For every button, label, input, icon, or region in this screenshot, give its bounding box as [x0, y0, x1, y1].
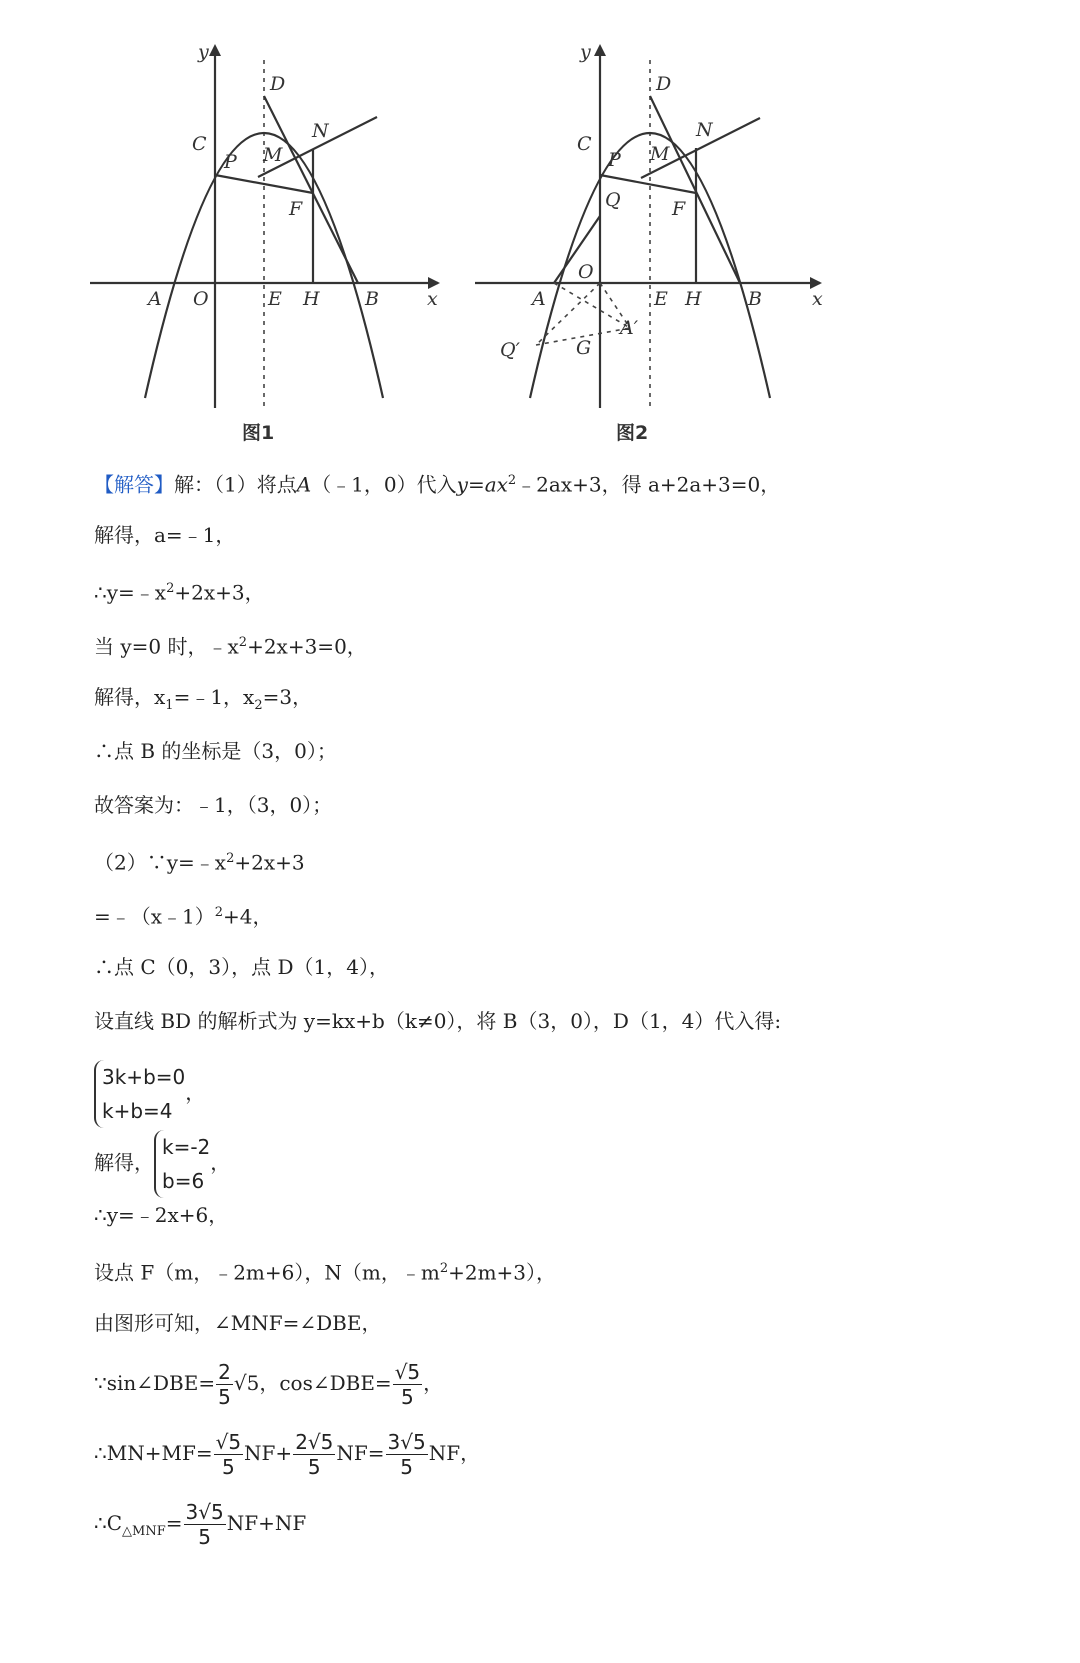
- label-y: y: [580, 41, 591, 63]
- text: +2x+3=0，: [247, 634, 367, 659]
- label-A: A: [532, 288, 546, 310]
- label-F: F: [289, 198, 303, 220]
- label-G: G: [576, 337, 592, 359]
- text: ，: [210, 1150, 231, 1175]
- solution-line-8: [94, 844, 1034, 898]
- denominator: 5: [221, 1455, 235, 1479]
- text: A: [296, 472, 312, 497]
- text: 由图形可知，∠MNF=∠DBE，: [94, 1311, 382, 1335]
- label-Aprime: A′: [620, 317, 639, 339]
- text: =﹣1，x: [173, 685, 255, 709]
- solution-line-4: [94, 628, 1034, 682]
- text: 解得，: [94, 1150, 154, 1175]
- label-E: E: [654, 288, 668, 310]
- text: +2x+3: [234, 850, 305, 875]
- system-brace: [154, 1130, 210, 1198]
- text: 解得，a=﹣1，: [94, 523, 236, 547]
- solution-line-14: [94, 1200, 1034, 1254]
- label-y: y: [198, 41, 209, 63]
- fraction: [393, 1362, 422, 1407]
- text: NF，: [428, 1441, 481, 1465]
- numerator: 2: [218, 1360, 231, 1384]
- figure-1: [90, 38, 450, 453]
- denominator: 5: [198, 1525, 211, 1549]
- denominator: 5: [400, 1455, 413, 1479]
- exponent: 2: [166, 581, 175, 596]
- solution-line-2: [94, 520, 1034, 574]
- label-D: D: [656, 73, 672, 95]
- numerator: √5: [215, 1430, 242, 1454]
- text: ∴点 C（0，3），点 D（1，4），: [94, 955, 389, 979]
- denominator: 5: [401, 1385, 414, 1409]
- text: +4，: [223, 904, 273, 929]
- label-Q: Q: [605, 189, 621, 211]
- text: ﹣2ax+3，得 a+2a+3=0，: [516, 472, 781, 497]
- text: y=ax: [456, 472, 508, 497]
- text: =﹣（x﹣1）: [94, 904, 215, 929]
- solution-line-18: [94, 1432, 1034, 1502]
- solution-line-10: [94, 952, 1034, 1006]
- text: 解得，x: [94, 685, 166, 709]
- equation: 3k+b=0: [102, 1065, 186, 1089]
- subscript: 2: [254, 698, 263, 713]
- denominator: 5: [218, 1385, 231, 1409]
- figure-1-caption: 图1: [242, 422, 275, 444]
- y-axis-arrow: [209, 44, 221, 56]
- label-x: x: [427, 288, 438, 310]
- fraction: [216, 1362, 233, 1407]
- solution-line-17: [94, 1362, 1034, 1432]
- label-B: B: [365, 288, 379, 310]
- text: ∴C: [94, 1511, 123, 1535]
- solution-line-15: [94, 1254, 1034, 1308]
- text: ∴MN+MF=: [94, 1441, 213, 1465]
- text: 故答案为：﹣1，（3，0）；: [94, 793, 333, 817]
- equation-system-2: [94, 1130, 1034, 1200]
- equation: k+b=4: [102, 1099, 173, 1123]
- exponent: 2: [439, 1261, 449, 1276]
- text: NF+NF: [226, 1511, 307, 1535]
- label-F: F: [672, 198, 686, 220]
- text: ∴y=﹣x: [94, 580, 167, 605]
- subscript: 1: [165, 698, 174, 713]
- text: √5，cos∠DBE=: [233, 1371, 392, 1395]
- text: +2m+3），: [448, 1260, 557, 1285]
- label-P: P: [608, 149, 621, 171]
- label-N: N: [696, 119, 713, 141]
- label-D: D: [270, 73, 286, 95]
- subscript: △MNF: [122, 1524, 166, 1539]
- solution-text: [94, 466, 1034, 1572]
- exponent: 2: [214, 905, 224, 920]
- line-DB: [264, 96, 358, 283]
- label-E: E: [268, 288, 282, 310]
- text: 当 y=0 时，﹣x: [94, 634, 239, 659]
- equation-system-1: [94, 1060, 1034, 1130]
- exponent: 2: [507, 473, 517, 488]
- solution-line-7: [94, 790, 1034, 844]
- numerator: 3√5: [387, 1430, 426, 1454]
- label-O: O: [193, 288, 209, 310]
- fraction: [214, 1432, 243, 1477]
- equation: k=-2: [162, 1135, 211, 1159]
- text: ∴点 B 的坐标是（3，0）；: [94, 739, 337, 763]
- label-M: M: [263, 144, 283, 166]
- text: NF=: [336, 1441, 385, 1465]
- text: =3，: [262, 685, 313, 709]
- denominator: 5: [307, 1455, 321, 1479]
- system-brace: [94, 1060, 185, 1128]
- exponent: 2: [238, 635, 248, 650]
- numerator: 3√5: [185, 1500, 224, 1524]
- label-Qprime: Q′: [500, 339, 520, 361]
- text: 解：（1）将点: [174, 472, 297, 497]
- label-M: M: [650, 143, 670, 165]
- text: ，: [185, 1080, 206, 1105]
- numerator: √5: [394, 1360, 421, 1384]
- label-H: H: [685, 288, 702, 310]
- solution-line-19: [94, 1502, 1034, 1572]
- fraction: [293, 1432, 335, 1477]
- solution-line-16: [94, 1308, 1034, 1362]
- text: ∴y=﹣2x+6，: [94, 1203, 229, 1227]
- label-P: P: [224, 151, 237, 173]
- exponent: 2: [226, 851, 235, 866]
- solution-line-6: [94, 736, 1034, 790]
- label-C: C: [577, 133, 592, 155]
- solution-line-5: [94, 682, 1034, 736]
- figure-2: [470, 38, 830, 453]
- text: NF+: [244, 1441, 293, 1465]
- solution-line-1: [94, 466, 1034, 520]
- label-H: H: [303, 288, 320, 310]
- answer-tag: 【解答】: [94, 472, 174, 497]
- y-axis-arrow: [594, 44, 606, 56]
- text: （2）∵y=﹣x: [94, 850, 227, 875]
- text: （﹣1，0）代入: [311, 472, 457, 497]
- label-O: O: [578, 261, 594, 283]
- text: ∵sin∠DBE=: [94, 1371, 216, 1395]
- text: =: [165, 1511, 183, 1535]
- label-B: B: [748, 288, 762, 310]
- solution-line-3: [94, 574, 1034, 628]
- label-x: x: [812, 288, 823, 310]
- label-N: N: [312, 120, 329, 142]
- text: +2x+3，: [174, 580, 265, 605]
- text: 设直线 BD 的解析式为 y=kx+b（k≠0），将 B（3，0），D（1，4）代入得:: [94, 1009, 782, 1033]
- equation: b=6: [162, 1169, 205, 1193]
- fraction: [184, 1502, 226, 1547]
- text: ，: [423, 1371, 444, 1395]
- numerator: 2√5: [295, 1430, 334, 1454]
- text: 设点 F（m，﹣2m+6），N（m，﹣m: [94, 1260, 440, 1285]
- solution-line-9: [94, 898, 1034, 952]
- figure-2-caption: 图2: [616, 422, 649, 444]
- solution-line-11: [94, 1006, 1034, 1060]
- fraction: [386, 1432, 428, 1477]
- label-A: A: [148, 288, 162, 310]
- label-C: C: [192, 133, 207, 155]
